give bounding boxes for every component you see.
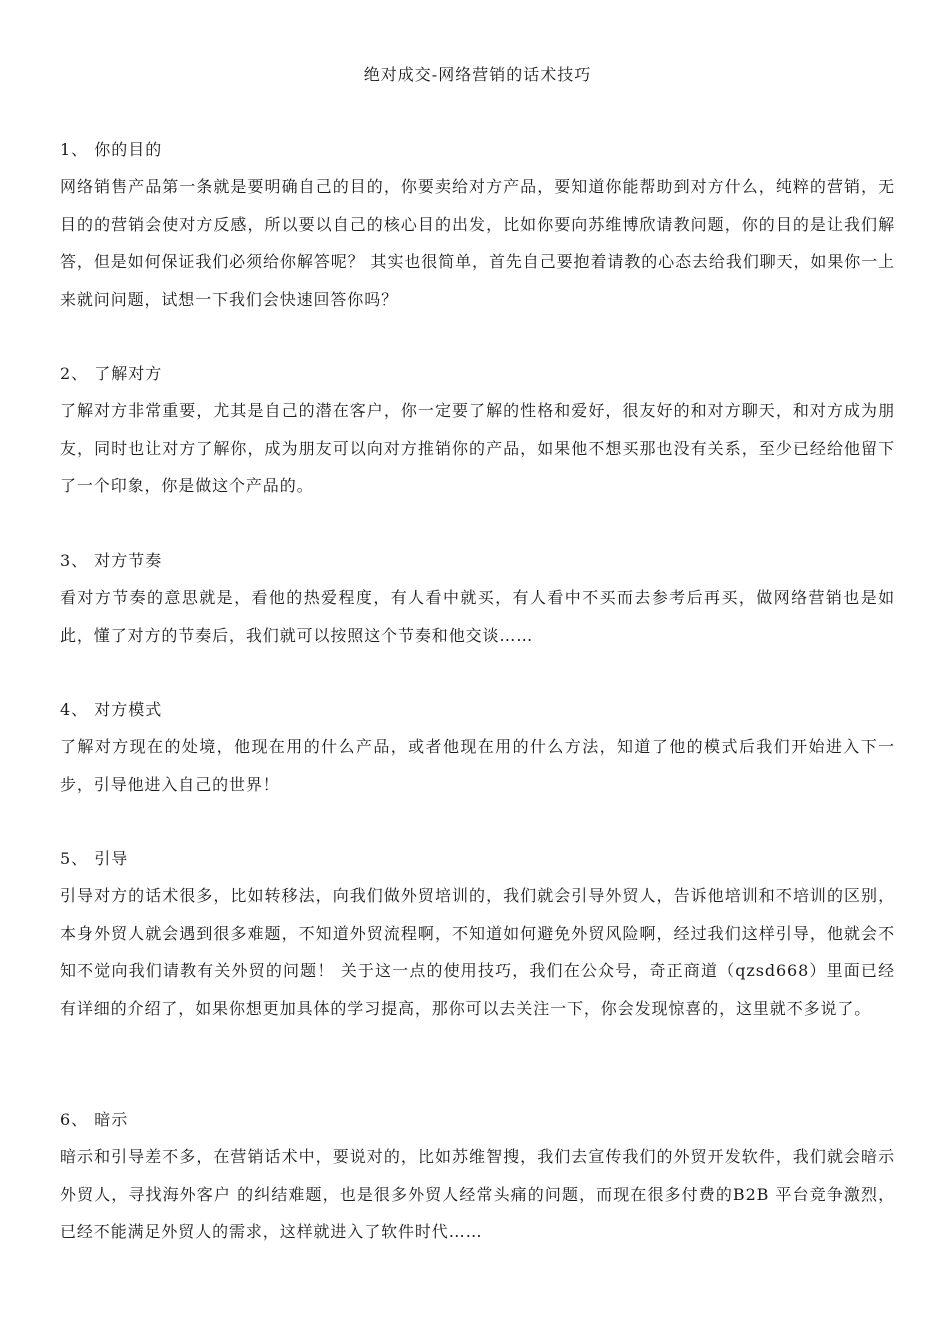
section-your-purpose bbox=[60, 131, 895, 318]
document-title: 绝对成交-网络营销的话术技巧 bbox=[363, 65, 592, 84]
section-heading: 2、 了解对方 bbox=[60, 364, 163, 383]
section-heading: 3、 对方节奏 bbox=[60, 551, 163, 570]
section-body: 网络销售产品第一条就是要明确自己的目的，你要卖给对方产品，要知道你能帮助到对方什么，纯粹的营销，无目的的营销会使对方反感，所以要以自己的核心目的出发，比如你要向苏维博欣请教问题，你的目的是让我们解答，但是如何保证我们必须给你解答呢？ 其实也很简单，首先自己要抱着请教的心态去给我们聊天，如果你一上来就问问题，试想一下我们会快速回答你吗？ bbox=[60, 177, 895, 309]
section-heading: 4、 对方模式 bbox=[60, 700, 163, 719]
section-body: 了解对方非常重要，尤其是自己的潜在客户，你一定要了解的性格和爱好，很友好的和对方聊天，和对方成为朋友，同时也让对方了解你，成为朋友可以向对方推销你的产品，如果他不想买那也没有关系，至少已经给他留下了一个印象，你是做这个产品的。 bbox=[60, 401, 895, 495]
section-heading: 6、 暗示 bbox=[60, 1110, 129, 1129]
section-heading: 5、 引导 bbox=[60, 849, 129, 868]
section-body: 引导对方的话术很多，比如转移法，向我们做外贸培训的，我们就会引导外贸人，告诉他培训和不培训的区别，本身外贸人就会遇到很多难题，不知道外贸流程啊，不知道如何避免外贸风险啊，经过我们这样引导，他就会不知不觉向我们请教有关外贸的问题！ 关于这一点的使用技巧，我们在公众号，奇正商道（qzsd668）里面已经有详细的介绍了，如果你想更加具体的学习提高，那你可以去关注一下，你会发现惊喜的，这里就不多说了。 bbox=[60, 886, 895, 1018]
section-suggestion bbox=[60, 1101, 895, 1251]
section-other-party-mode bbox=[60, 691, 895, 803]
section-body: 暗示和引导差不多，在营销话术中，要说对的，比如苏维智搜，我们去宣传我们的外贸开发软件，我们就会暗示外贸人，寻找海外客户 的纠结难题，也是很多外贸人经常头痛的问题，而现在很多付费的B2B 平台竞争激烈，已经不能满足外贸人的需求，这样就进入了软件时代…… bbox=[60, 1147, 895, 1241]
section-heading: 1、 你的目的 bbox=[60, 140, 163, 159]
section-body: 了解对方现在的处境，他现在用的什么产品，或者他现在用的什么方法，知道了他的模式后我们开始进入下一步，引导他进入自己的世界！ bbox=[60, 737, 895, 794]
section-other-party-rhythm bbox=[60, 542, 895, 654]
section-body: 看对方节奏的意思就是，看他的热爱程度，有人看中就买，有人看中不买而去参考后再买，做网络营销也是如此，懂了对方的节奏后，我们就可以按照这个节奏和他交谈…… bbox=[60, 588, 895, 645]
section-guidance bbox=[60, 840, 895, 1027]
section-understand-other-party bbox=[60, 355, 895, 505]
